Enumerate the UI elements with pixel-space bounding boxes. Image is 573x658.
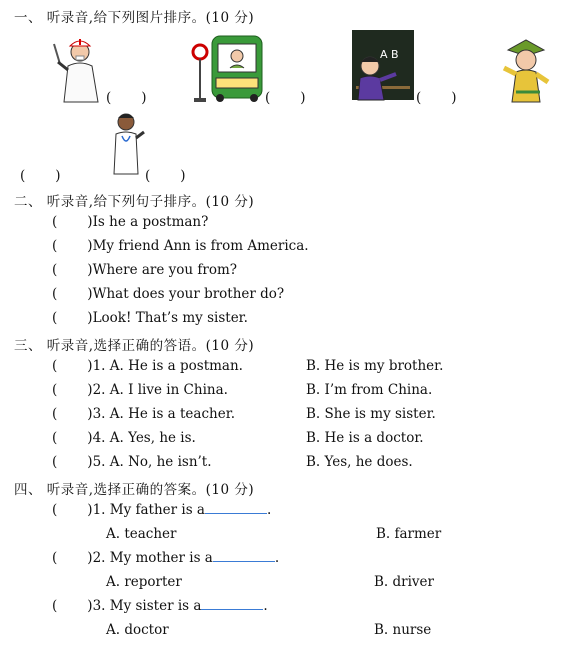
option-b: B. farmer [376, 526, 442, 542]
question-option-b: B. I’m from China. [306, 382, 433, 398]
bus-driver-icon [190, 32, 266, 104]
question-option-a: ( )5. A. No, he isn’t. [52, 454, 212, 470]
question-option-b: B. He is my brother. [306, 358, 444, 374]
question-option-b: B. Yes, he does. [306, 454, 413, 470]
section-2-heading: 二、 听录音,给下列句子排序。(10 分) [14, 194, 255, 210]
section-1-heading: 一、 听录音,给下列图片排序。(10 分) [14, 10, 255, 26]
question-option-a: ( )1. A. He is a postman. [52, 358, 243, 374]
question-option-a: ( )3. A. He is a teacher. [52, 406, 235, 422]
answer-blank[interactable] [213, 550, 275, 562]
fill-question: ( )3. My sister is a . [52, 598, 268, 614]
question-option-b: B. She is my sister. [306, 406, 436, 422]
fill-question: ( )2. My mother is a . [52, 550, 280, 566]
answer-blank[interactable] [205, 502, 267, 514]
list-item: ( )Look! That’s my sister. [52, 310, 248, 326]
child-icon [500, 38, 552, 104]
doctor-icon [108, 112, 146, 176]
list-item: ( )My friend Ann is from America. [52, 238, 309, 254]
question-option-a: ( )2. A. I live in China. [52, 382, 228, 398]
list-item: ( )Is he a postman? [52, 214, 209, 230]
option-a: A. teacher [106, 526, 177, 542]
fill-question: ( )1. My father is a . [52, 502, 272, 518]
option-b: B. nurse [374, 622, 432, 638]
teacher-icon [350, 28, 416, 102]
question-option-b: B. He is a doctor. [306, 430, 424, 446]
section-4-heading: 四、 听录音,选择正确的答案。(10 分) [14, 482, 255, 498]
list-item: ( )Where are you from? [52, 262, 238, 278]
list-item: ( )What does your brother do? [52, 286, 285, 302]
option-a: A. doctor [106, 622, 169, 638]
section-3-heading: 三、 听录音,选择正确的答语。(10 分) [14, 338, 255, 354]
nurse-icon [52, 36, 108, 104]
answer-blank[interactable] [201, 598, 263, 610]
option-a: A. reporter [106, 574, 182, 590]
option-b: B. driver [374, 574, 434, 590]
question-option-a: ( )4. A. Yes, he is. [52, 430, 196, 446]
board-letters: A B [380, 48, 399, 61]
